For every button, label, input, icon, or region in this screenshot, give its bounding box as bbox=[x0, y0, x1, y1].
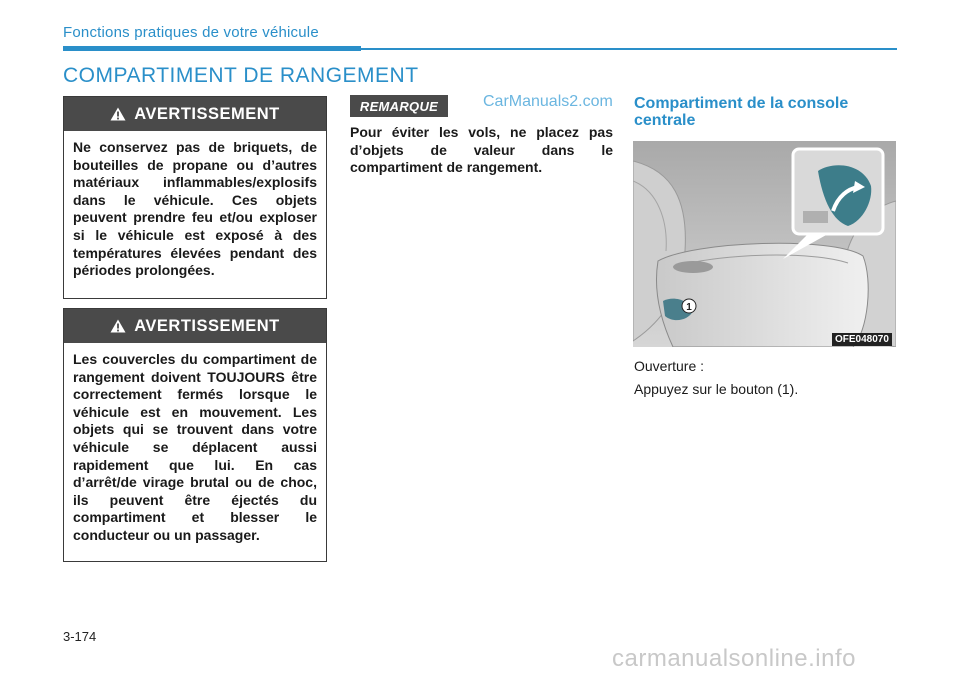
figure-code: OFE048070 bbox=[832, 333, 892, 346]
section-title: COMPARTIMENT DE RANGEMENT bbox=[63, 64, 419, 87]
warning-header bbox=[64, 97, 326, 131]
warning-box-covers bbox=[63, 308, 327, 562]
note-text: Pour éviter les vols, ne placez pas d’objets de valeur dans le compartiment de rangement. bbox=[350, 124, 613, 176]
warning-heading: AVERTISSEMENT bbox=[134, 316, 280, 335]
warning-text: Les couvercles du compartiment de rangement doivent TOUJOURS être correctement fermés lorsque le véhicule est en mouvement. Les objets qui se trouvent dans votre véhicule se déplacent aussi rapidement que lui. En cas d’arrêt/de virage brutal ou de choc, ils peuvent être éjectés du compartiment et blesser le conducteur ou un passager. bbox=[73, 351, 317, 543]
warning-box-flammables bbox=[63, 96, 327, 299]
opening-step: Appuyez sur le bouton (1). bbox=[634, 381, 799, 397]
page-number: 3-174 bbox=[63, 629, 97, 644]
console-drawing bbox=[633, 141, 896, 347]
warning-text: Ne conservez pas de briquets, de bouteilles de propane ou d’autres matériaux inflammables/explosifs dans le véhicule. Ces objets peuvent prendre feu et/ou exploser si le véhicule est exposé à des températures élevées pendant des périodes prolongées. bbox=[73, 139, 317, 279]
chapter-title: Fonctions pratiques de votre véhicule bbox=[63, 24, 319, 41]
warning-header bbox=[64, 309, 326, 343]
warning-heading: AVERTISSEMENT bbox=[134, 104, 280, 123]
warning-triangle-icon bbox=[110, 107, 126, 121]
opening-label: Ouverture : bbox=[634, 358, 705, 374]
header-rule-thick bbox=[63, 46, 361, 51]
warning-triangle-icon bbox=[110, 319, 126, 333]
header-rule-thin bbox=[361, 48, 897, 50]
callout-number: 1 bbox=[686, 302, 692, 313]
console-section-title: Compartiment de la console centrale bbox=[634, 95, 849, 129]
console-illustration bbox=[633, 141, 896, 347]
note-badge: REMARQUE bbox=[350, 95, 448, 117]
watermark-link[interactable]: CarManuals2.com bbox=[483, 93, 613, 110]
footer-watermark[interactable]: carmanualsonline.info bbox=[612, 645, 856, 672]
